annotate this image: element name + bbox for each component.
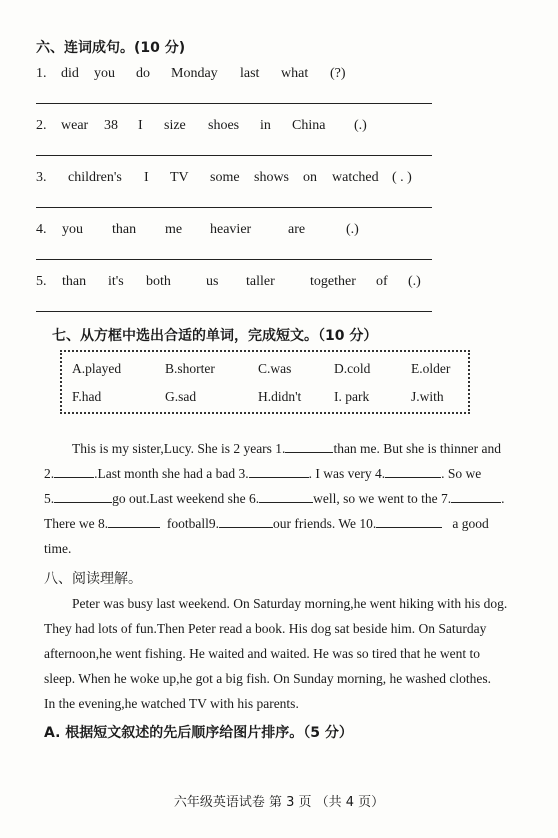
section-8-title: 八、阅读理解。 bbox=[44, 571, 142, 587]
question-word: some bbox=[210, 170, 240, 185]
question-word: 38 bbox=[104, 118, 118, 133]
option-d: D.cold bbox=[334, 361, 371, 376]
blank-10[interactable] bbox=[376, 515, 442, 528]
question-word: wear bbox=[61, 118, 89, 133]
word-bank-box bbox=[60, 350, 470, 414]
question-word: than bbox=[62, 274, 87, 289]
passage-line-1: This is my sister,Lucy. She is 2 years 1. than me. But she is thinner and bbox=[72, 441, 502, 456]
reading-line-1: Peter was busy last weekend. On Saturday morning,he went hiking with his dog. bbox=[72, 596, 508, 611]
question-word: it's bbox=[108, 274, 124, 289]
question-number: 2. bbox=[36, 118, 47, 133]
option-c: C.was bbox=[258, 361, 292, 376]
question-word: size bbox=[164, 118, 186, 133]
question-word: (.) bbox=[354, 118, 367, 133]
question-word: shows bbox=[254, 170, 290, 185]
section-6-title: 六、连词成句。(10 分) bbox=[36, 40, 186, 56]
question-word: watched bbox=[332, 170, 379, 185]
option-f: F.had bbox=[72, 389, 102, 404]
blank-4[interactable] bbox=[385, 465, 441, 478]
passage-line-4: There we 8. football9. our friends. We 10. a good bbox=[44, 516, 489, 531]
question-word: I bbox=[138, 118, 143, 133]
option-h: H.didn't bbox=[258, 389, 302, 404]
option-g: G.sad bbox=[165, 389, 197, 404]
option-b: B.shorter bbox=[165, 361, 215, 376]
blank-8[interactable] bbox=[108, 515, 160, 528]
question-word: TV bbox=[170, 170, 189, 185]
blank-9[interactable] bbox=[219, 515, 273, 528]
question-word: on bbox=[303, 170, 317, 185]
question-word: shoes bbox=[208, 118, 240, 133]
option-i: I. park bbox=[334, 389, 370, 404]
reading-line-2: They had lots of fun.Then Peter read a book. His dog sat beside him. On Saturday bbox=[44, 621, 487, 636]
passage-line-5: time. bbox=[44, 541, 72, 556]
question-number: 5. bbox=[36, 274, 47, 289]
blank-6[interactable] bbox=[259, 490, 313, 503]
option-e: E.older bbox=[411, 361, 451, 376]
question-word: heavier bbox=[210, 222, 252, 237]
answer-line[interactable] bbox=[36, 155, 432, 156]
question-word: did bbox=[61, 66, 79, 81]
blank-7[interactable] bbox=[451, 490, 501, 503]
blank-3[interactable] bbox=[249, 465, 309, 478]
question-word: you bbox=[94, 66, 115, 81]
question-word: ( . ) bbox=[392, 170, 412, 185]
answer-line[interactable] bbox=[36, 103, 432, 104]
blank-2[interactable] bbox=[54, 465, 94, 478]
question-word: (?) bbox=[330, 66, 346, 81]
question-word: Monday bbox=[171, 66, 218, 81]
question-word: in bbox=[260, 118, 271, 133]
question-word: (.) bbox=[408, 274, 421, 289]
question-word: than bbox=[112, 222, 137, 237]
question-word: both bbox=[146, 274, 171, 289]
passage-line-2: 2. .Last month she had a bad 3. . I was very 4. . So we bbox=[44, 466, 482, 481]
question-word: last bbox=[240, 66, 260, 81]
question-word: of bbox=[376, 274, 388, 289]
reading-line-5: In the evening,he watched TV with his parents. bbox=[44, 696, 299, 711]
question-word: children's bbox=[68, 170, 122, 185]
question-word: me bbox=[165, 222, 183, 237]
question-word: us bbox=[206, 274, 219, 289]
question-word: you bbox=[62, 222, 83, 237]
page-footer: 六年级英语试卷 第 3 页 （共 4 页） bbox=[173, 795, 385, 810]
question-word: I bbox=[144, 170, 149, 185]
question-word: together bbox=[310, 274, 356, 289]
section-7-title: 七、从方框中选出合适的单词，完成短文。（10 分） bbox=[52, 328, 378, 344]
passage-line-3: 5. go out.Last weekend she 6. well, so we went to the 7. . bbox=[44, 491, 505, 506]
question-number: 1. bbox=[36, 66, 47, 81]
reading-line-3: afternoon,he went fishing. He waited and waited. He was so tired that he went to bbox=[44, 646, 480, 661]
question-word: do bbox=[136, 66, 150, 81]
question-number: 3. bbox=[36, 170, 47, 185]
question-word: are bbox=[288, 222, 306, 237]
question-word: China bbox=[292, 118, 326, 133]
answer-line[interactable] bbox=[36, 311, 432, 312]
blank-5[interactable] bbox=[54, 490, 112, 503]
question-word: what bbox=[281, 66, 309, 81]
question-number: 4. bbox=[36, 222, 47, 237]
question-word: (.) bbox=[346, 222, 359, 237]
blank-1[interactable] bbox=[285, 440, 333, 453]
question-word: taller bbox=[246, 274, 275, 289]
answer-line[interactable] bbox=[36, 259, 432, 260]
option-a: A.played bbox=[72, 361, 122, 376]
option-j: J.with bbox=[411, 389, 444, 404]
answer-line[interactable] bbox=[36, 207, 432, 208]
section-8-subtitle: A. 根据短文叙述的先后顺序给图片排序。（5 分） bbox=[44, 725, 353, 741]
reading-line-4: sleep. When he woke up,he got a big fish. On Sunday morning, he washed clothes. bbox=[44, 671, 492, 686]
